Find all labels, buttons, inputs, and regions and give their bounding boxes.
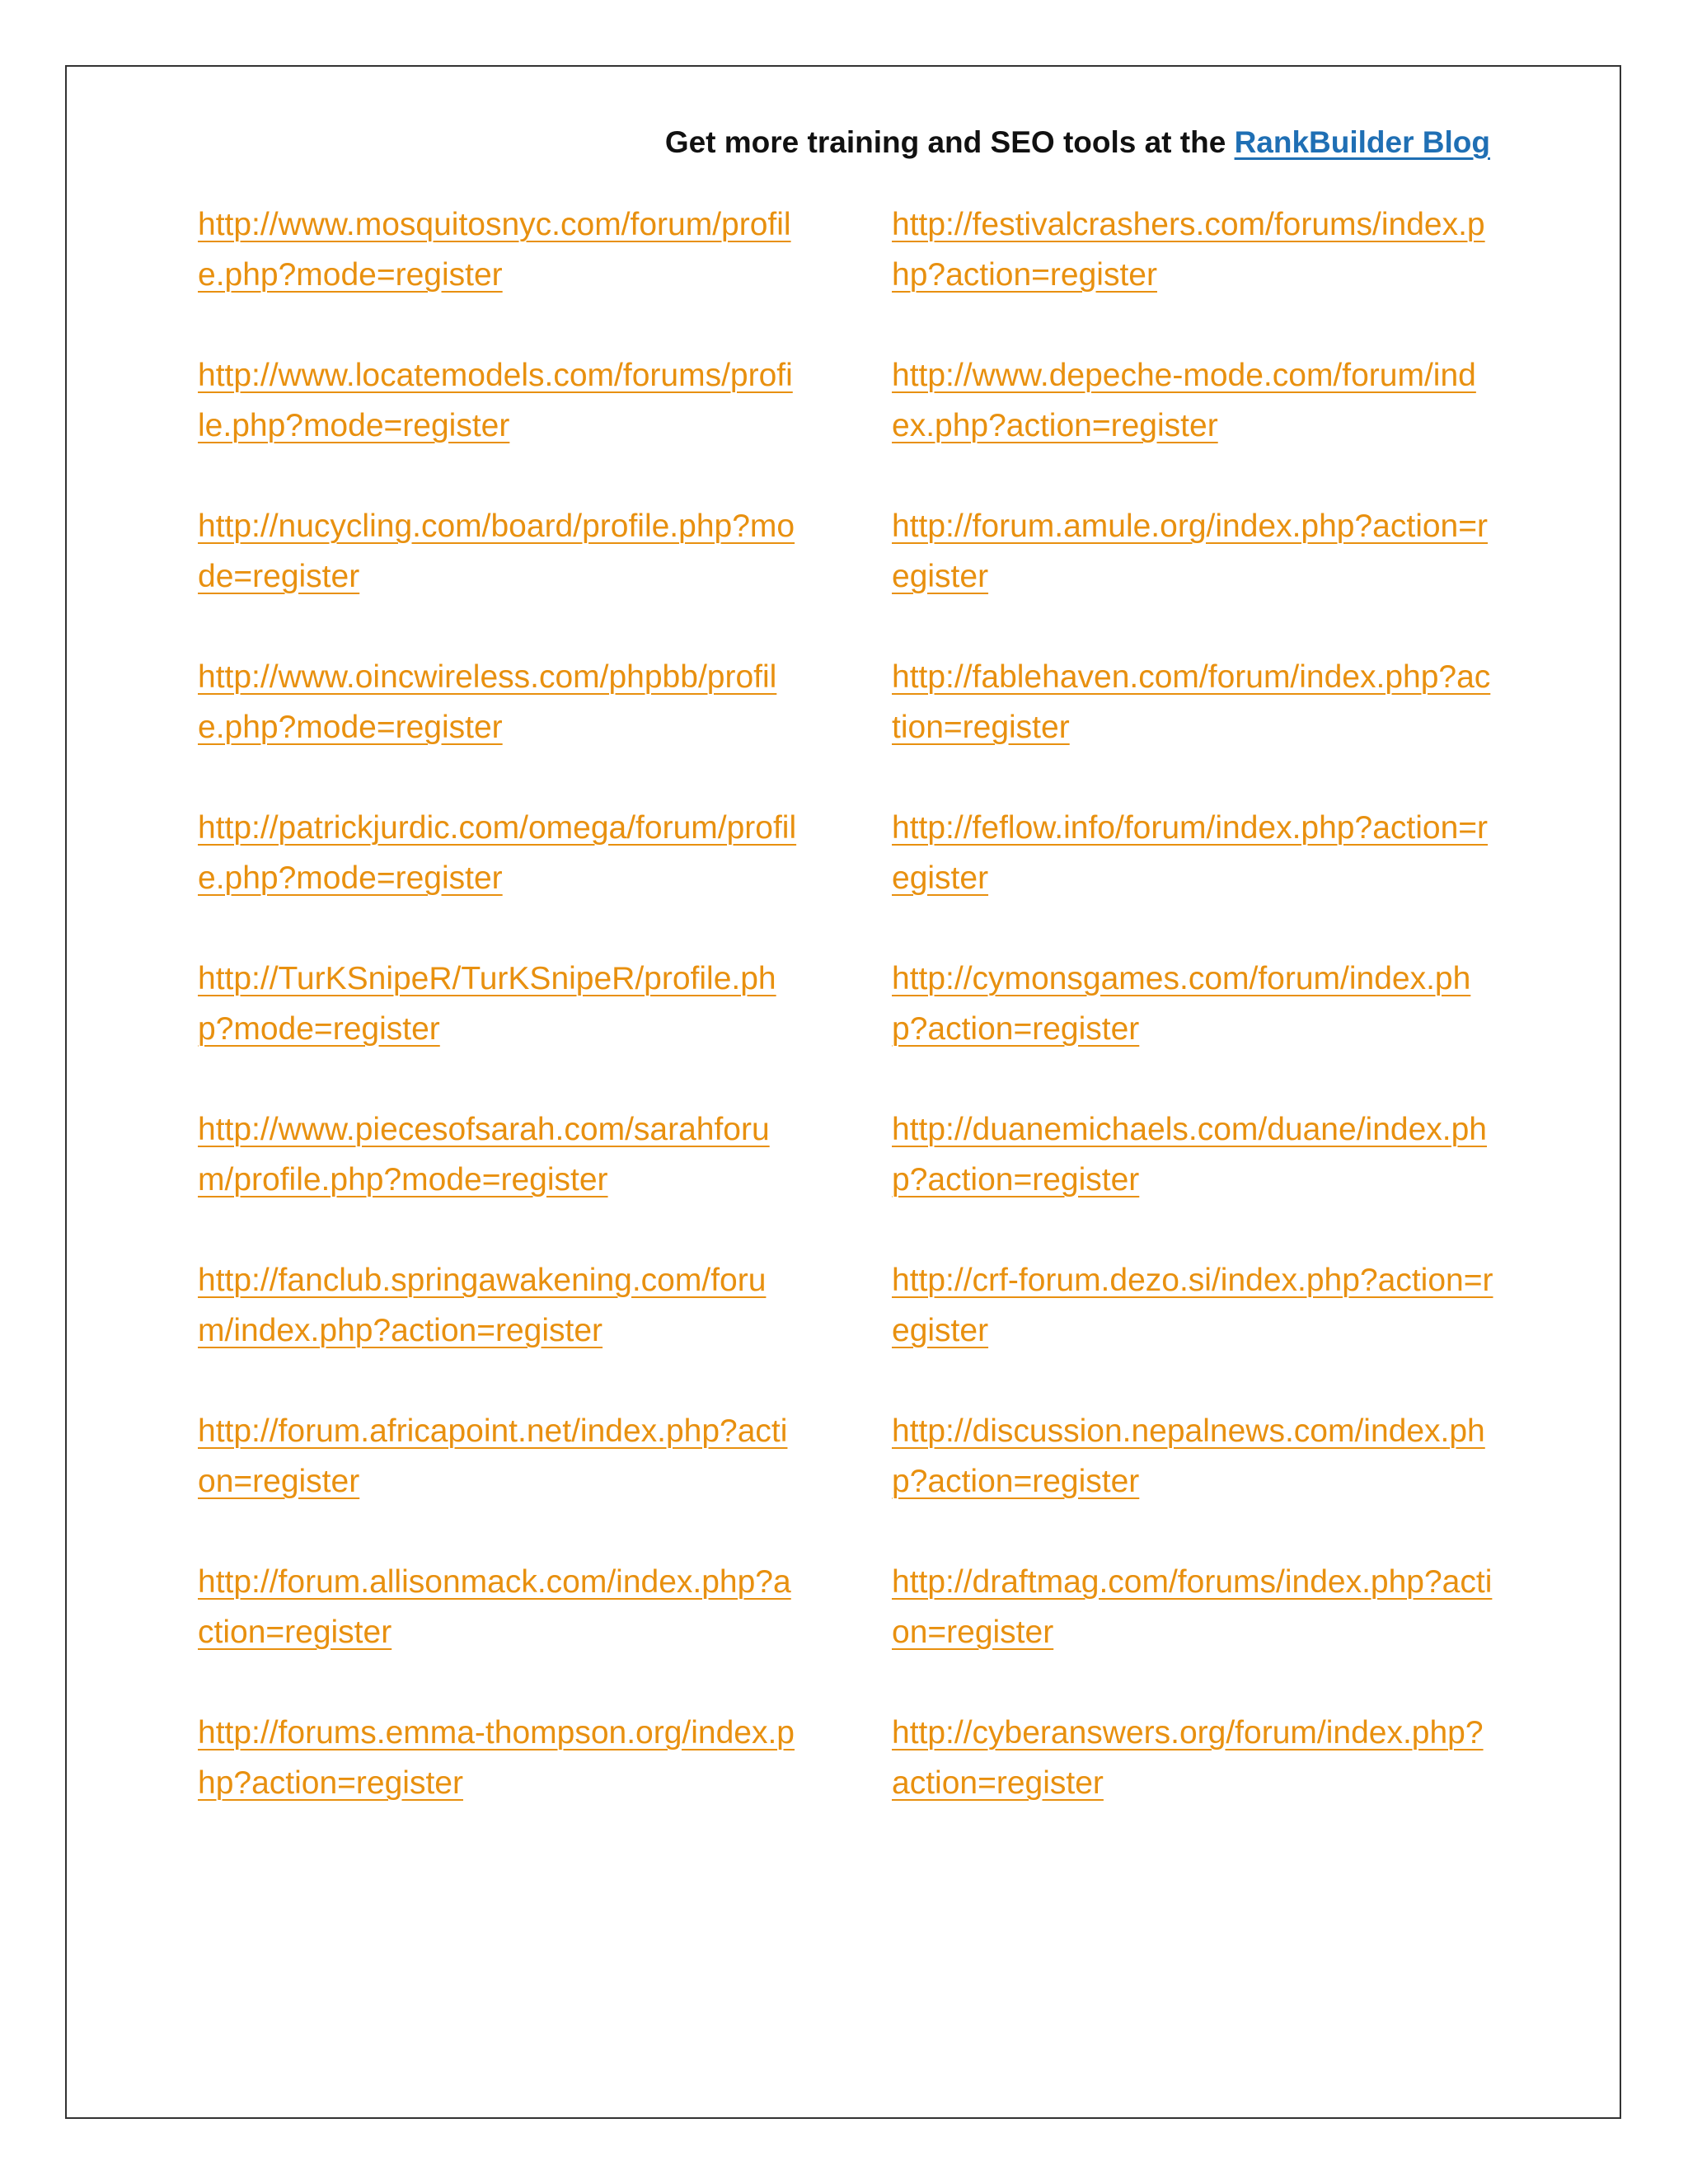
list-item <box>198 501 799 602</box>
list-item <box>892 803 1493 903</box>
forum-register-link[interactable]: http://www.mosquitosnyc.com/forum/profile.php?mode=register <box>198 207 791 293</box>
list-item <box>892 1557 1493 1657</box>
list-item <box>892 954 1493 1054</box>
list-item <box>892 1255 1493 1356</box>
list-item <box>892 501 1493 602</box>
list-item <box>892 652 1493 752</box>
list-item <box>198 1557 799 1657</box>
forum-register-link[interactable]: http://festivalcrashers.com/forums/index.php?action=register <box>892 207 1485 293</box>
forum-register-link[interactable]: http://cyberanswers.org/forum/index.php?action=register <box>892 1715 1484 1801</box>
list-item <box>198 350 799 451</box>
list-item <box>892 1708 1493 1808</box>
header-text: Get more training and SEO tools at the <box>664 125 1235 159</box>
forum-register-link[interactable]: http://crf-forum.dezo.si/index.php?action=register <box>892 1263 1493 1348</box>
forum-register-link[interactable]: http://discussion.nepalnews.com/index.php?action=register <box>892 1413 1485 1499</box>
forum-register-link[interactable]: http://www.piecesofsarah.com/sarahforum/profile.php?mode=register <box>198 1112 770 1197</box>
forum-register-link[interactable]: http://www.locatemodels.com/forums/profile.php?mode=register <box>198 358 793 443</box>
list-item <box>892 199 1493 300</box>
forum-register-link[interactable]: http://duanemichaels.com/duane/index.php?action=register <box>892 1112 1487 1197</box>
forum-register-link[interactable]: http://www.depeche-mode.com/forum/index.php?action=register <box>892 358 1476 443</box>
right-link-column <box>892 199 1493 1858</box>
list-item <box>198 652 799 752</box>
rankbuilder-blog-link[interactable]: RankBuilder Blog <box>1234 125 1490 159</box>
list-item <box>198 1104 799 1205</box>
forum-register-link[interactable]: http://forum.amule.org/index.php?action=register <box>892 509 1489 594</box>
list-item <box>892 1406 1493 1507</box>
forum-register-link[interactable]: http://TurKSnipeR/TurKSnipeR/profile.php?mode=register <box>198 961 776 1047</box>
list-item <box>198 1708 799 1808</box>
forum-register-link[interactable]: http://forum.allisonmack.com/index.php?action=register <box>198 1564 791 1650</box>
list-item <box>198 803 799 903</box>
list-item <box>198 199 799 300</box>
forum-register-link[interactable]: http://forum.africapoint.net/index.php?action=register <box>198 1413 788 1499</box>
forum-register-link[interactable]: http://patrickjurdic.com/omega/forum/profile.php?mode=register <box>198 810 797 896</box>
forum-register-link[interactable]: http://nucycling.com/board/profile.php?mode=register <box>198 509 795 594</box>
list-item <box>198 1406 799 1507</box>
forum-register-link[interactable]: http://feflow.info/forum/index.php?action=register <box>892 810 1489 896</box>
forum-register-link[interactable]: http://draftmag.com/forums/index.php?action=register <box>892 1564 1493 1650</box>
forum-register-link[interactable]: http://forums.emma-thompson.org/index.php?action=register <box>198 1715 795 1801</box>
page-header <box>198 125 1490 160</box>
list-item <box>198 954 799 1054</box>
forum-register-link[interactable]: http://fanclub.springawakening.com/forum/index.php?action=register <box>198 1263 767 1348</box>
forum-register-link[interactable]: http://cymonsgames.com/forum/index.php?action=register <box>892 961 1471 1047</box>
list-item <box>892 350 1493 451</box>
list-item <box>198 1255 799 1356</box>
forum-register-link[interactable]: http://www.oincwireless.com/phpbb/profile.php?mode=register <box>198 659 777 745</box>
list-item <box>892 1104 1493 1205</box>
forum-register-link[interactable]: http://fablehaven.com/forum/index.php?action=register <box>892 659 1491 745</box>
left-link-column <box>198 199 799 1858</box>
